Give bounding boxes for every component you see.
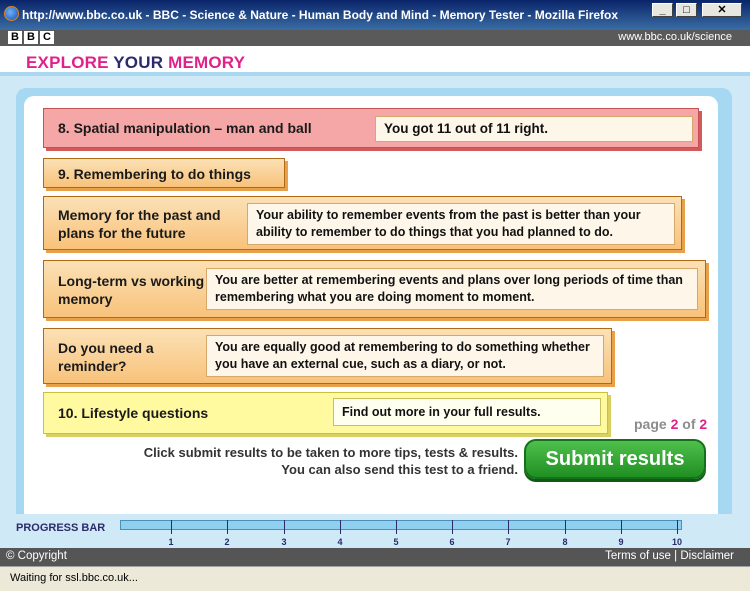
- page-footer: [0, 548, 750, 566]
- page-indicator: [634, 416, 707, 432]
- result-label: 9. Remembering to do things: [58, 166, 251, 182]
- result-label: 8. Spatial manipulation – man and ball: [58, 120, 312, 136]
- bbc-logo-letter: C: [40, 31, 54, 44]
- progress-tick: [452, 520, 453, 534]
- window-title: http://www.bbc.co.uk - BBC - Science & Nature - Human Body and Mind - Memory Tester - Mozilla Firefox: [22, 8, 619, 22]
- title-explore: EXPLORE: [26, 53, 109, 72]
- result-row-reminder: [43, 328, 612, 384]
- progress-tick: [677, 520, 678, 534]
- maximize-button[interactable]: □: [676, 3, 697, 17]
- result-label: Do you need a reminder?: [58, 340, 154, 374]
- result-row-past-plans: [43, 196, 682, 250]
- status-bar: [0, 566, 750, 591]
- status-text: Waiting for ssl.bbc.co.uk...: [10, 572, 138, 584]
- bbc-bar: [0, 30, 750, 46]
- page-prefix: page: [634, 416, 667, 432]
- footer-separator: |: [674, 550, 678, 562]
- close-button[interactable]: ✕: [702, 3, 742, 17]
- page-title: [26, 53, 245, 73]
- bbc-logo-letter: B: [8, 31, 22, 44]
- progress-tick-label: 8: [562, 537, 568, 547]
- progress-tick-label: 5: [393, 537, 399, 547]
- result-message: Find out more in your full results.: [333, 398, 601, 426]
- firefox-icon: [4, 6, 19, 21]
- result-label: Long-term vs working memory: [58, 273, 205, 307]
- progress-tick-label: 6: [449, 537, 455, 547]
- progress-tick: [621, 520, 622, 534]
- disclaimer-link[interactable]: Disclaimer: [680, 550, 734, 562]
- result-message: You are equally good at remembering to do something whether you have an external cue, such as a diary, or not.: [206, 335, 604, 377]
- page-of: of: [682, 416, 696, 432]
- progress-label: PROGRESS BAR: [16, 522, 106, 534]
- progress-tick: [396, 520, 397, 534]
- progress-tick: [171, 520, 172, 534]
- progress-tick-label: 2: [224, 537, 230, 547]
- progress-tick: [227, 520, 228, 534]
- result-label: 10. Lifestyle questions: [58, 405, 209, 421]
- progress-section: [0, 514, 750, 548]
- science-site-link[interactable]: www.bbc.co.uk/science: [618, 31, 732, 43]
- copyright-link[interactable]: © Copyright: [6, 550, 67, 562]
- footer-links: [605, 550, 734, 562]
- submit-line-1: Click submit results to be taken to more tips, tests & results.: [143, 445, 518, 460]
- submit-results-button[interactable]: Submit results: [524, 439, 706, 479]
- page-current: 2: [670, 416, 679, 432]
- result-message: You are better at remembering events and plans over long periods of time than remembering what you are doing moment to moment.: [206, 268, 698, 310]
- progress-tick: [284, 520, 285, 534]
- submit-instructions: [144, 444, 518, 478]
- results-inner: [24, 96, 718, 526]
- result-row-longterm: [43, 260, 706, 318]
- progress-tick-label: 4: [337, 537, 343, 547]
- title-memory: MEMORY: [168, 53, 246, 72]
- submit-line-2: You can also send this test to a friend.: [281, 462, 518, 477]
- bbc-logo[interactable]: [8, 31, 54, 44]
- progress-tick-label: 10: [671, 537, 683, 547]
- progress-tick-label: 7: [505, 537, 511, 547]
- title-your: YOUR: [113, 53, 164, 72]
- page-total: 2: [699, 416, 708, 432]
- progress-tick-label: 9: [618, 537, 624, 547]
- progress-tick: [508, 520, 509, 534]
- results-panel: [16, 88, 732, 540]
- page-content: [0, 46, 750, 566]
- page-header: [0, 46, 750, 76]
- progress-tick-label: 3: [281, 537, 287, 547]
- window-titlebar: [0, 0, 750, 30]
- progress-tick: [340, 520, 341, 534]
- progress-tick-label: 1: [168, 537, 174, 547]
- progress-bar: [120, 520, 683, 547]
- result-row-spatial: [43, 108, 699, 148]
- result-label: Memory for the past and plans for the future: [58, 207, 221, 241]
- bbc-logo-letter: B: [24, 31, 38, 44]
- result-row-remembering: [43, 158, 285, 188]
- result-row-lifestyle: [43, 392, 608, 434]
- terms-link[interactable]: Terms of use: [605, 550, 671, 562]
- progress-tick: [565, 520, 566, 534]
- minimize-button[interactable]: _: [652, 3, 673, 17]
- result-message: Your ability to remember events from the past is better than your ability to remember to do things that you had planned to do.: [247, 203, 675, 245]
- result-message: You got 11 out of 11 right.: [375, 116, 693, 142]
